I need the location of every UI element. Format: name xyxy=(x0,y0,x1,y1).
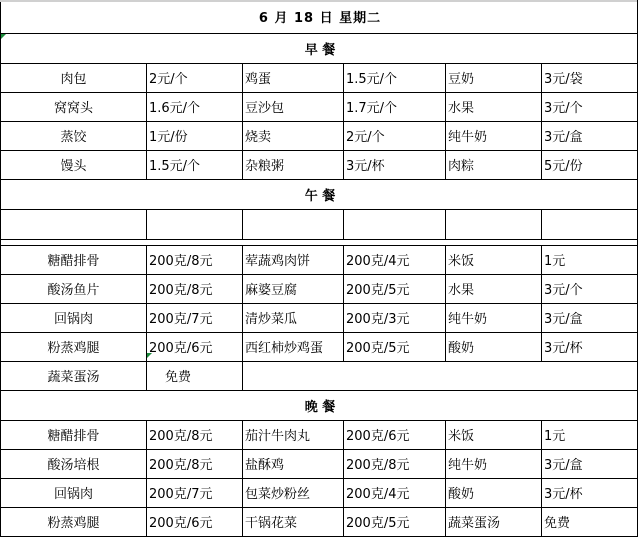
lunch-blank-item-price-0-3[interactable] xyxy=(344,209,446,239)
breakfast-item-price-3-3[interactable]: 3元/杯 xyxy=(344,150,446,179)
lunch-row-0 xyxy=(1,245,638,274)
lunch-item-price-3-3[interactable]: 200克/5元 xyxy=(344,332,446,361)
breakfast-item-name-1-2[interactable]: 豆沙包 xyxy=(243,92,344,121)
lunch-item-price-1-3[interactable]: 200克/5元 xyxy=(344,274,446,303)
dinner-item-name-2-2[interactable]: 包菜炒粉丝 xyxy=(243,478,344,507)
lunch-item-name-3-4[interactable]: 酸奶 xyxy=(446,332,542,361)
lunch-item-price-2-3[interactable]: 200克/3元 xyxy=(344,303,446,332)
lunch-blank-item-name-0-4[interactable] xyxy=(446,209,542,239)
dinner-item-name-1-2[interactable]: 盐酥鸡 xyxy=(243,449,344,478)
breakfast-item-name-1-4[interactable]: 水果 xyxy=(446,92,542,121)
dinner-item-price-3-5[interactable]: 免费 xyxy=(542,507,638,536)
breakfast-item-name-3-0[interactable]: 馒头 xyxy=(1,150,147,179)
breakfast-row-0 xyxy=(1,63,638,92)
lunch-item-price-0-1[interactable]: 200克/8元 xyxy=(147,245,243,274)
breakfast-item-name-0-0[interactable]: 肉包 xyxy=(1,63,147,92)
lunch-title[interactable]: 午 餐 xyxy=(1,179,638,209)
lunch-row-1 xyxy=(1,274,638,303)
breakfast-row-3 xyxy=(1,150,638,179)
breakfast-item-price-0-3[interactable]: 1.5元/个 xyxy=(344,63,446,92)
dinner-item-name-0-0[interactable]: 糖醋排骨 xyxy=(1,420,147,449)
lunch-item-price-1-1[interactable]: 200克/8元 xyxy=(147,274,243,303)
breakfast-item-name-2-4[interactable]: 纯牛奶 xyxy=(446,121,542,150)
lunch-item-price-0-3[interactable]: 200克/4元 xyxy=(344,245,446,274)
dinner-item-price-0-3[interactable]: 200克/6元 xyxy=(344,420,446,449)
lunch-item-name-0-0[interactable]: 糖醋排骨 xyxy=(1,245,147,274)
breakfast-item-name-0-2[interactable]: 鸡蛋 xyxy=(243,63,344,92)
lunch-blank-item-name-0-0[interactable] xyxy=(1,209,147,239)
lunch-item-name-2-0[interactable]: 回锅肉 xyxy=(1,303,147,332)
breakfast-item-name-3-2[interactable]: 杂粮粥 xyxy=(243,150,344,179)
dinner-row-3 xyxy=(1,507,638,536)
dinner-item-name-1-4[interactable]: 纯牛奶 xyxy=(446,449,542,478)
dinner-item-price-1-3[interactable]: 200克/8元 xyxy=(344,449,446,478)
lunch-soup-name[interactable]: 蔬菜蛋汤 xyxy=(1,361,147,390)
dinner-row-0 xyxy=(1,420,638,449)
breakfast-item-price-2-5[interactable]: 3元/盒 xyxy=(542,121,638,150)
breakfast-title[interactable]: 早 餐 xyxy=(1,33,638,63)
breakfast-item-price-2-3[interactable]: 2元/个 xyxy=(344,121,446,150)
dinner-item-price-0-5[interactable]: 1元 xyxy=(542,420,638,449)
dinner-title-row xyxy=(1,390,638,420)
breakfast-item-price-1-5[interactable]: 3元/个 xyxy=(542,92,638,121)
lunch-item-price-2-1[interactable]: 200克/7元 xyxy=(147,303,243,332)
breakfast-row-1 xyxy=(1,92,638,121)
lunch-item-name-1-2[interactable]: 麻婆豆腐 xyxy=(243,274,344,303)
lunch-blank-item-price-0-1[interactable] xyxy=(147,209,243,239)
lunch-item-name-3-0[interactable]: 粉蒸鸡腿 xyxy=(1,332,147,361)
dinner-item-price-3-3[interactable]: 200克/5元 xyxy=(344,507,446,536)
dinner-item-name-3-0[interactable]: 粉蒸鸡腿 xyxy=(1,507,147,536)
cell-marker-icon xyxy=(1,34,6,39)
dinner-item-price-2-3[interactable]: 200克/4元 xyxy=(344,478,446,507)
lunch-title-row xyxy=(1,179,638,209)
lunch-blank-item-name-0-2[interactable] xyxy=(243,209,344,239)
dinner-item-name-2-0[interactable]: 回锅肉 xyxy=(1,478,147,507)
dinner-item-price-2-5[interactable]: 3元/杯 xyxy=(542,478,638,507)
breakfast-row-2 xyxy=(1,121,638,150)
breakfast-item-name-3-4[interactable]: 肉粽 xyxy=(446,150,542,179)
dinner-item-name-0-4[interactable]: 米饭 xyxy=(446,420,542,449)
dinner-item-name-3-4[interactable]: 蔬菜蛋汤 xyxy=(446,507,542,536)
lunch-blank-item-price-0-5[interactable] xyxy=(542,209,638,239)
dinner-row-1 xyxy=(1,449,638,478)
lunch-item-name-1-0[interactable]: 酸汤鱼片 xyxy=(1,274,147,303)
dinner-row-2 xyxy=(1,478,638,507)
dinner-item-price-2-1[interactable]: 200克/7元 xyxy=(147,478,243,507)
dinner-item-name-1-0[interactable]: 酸汤培根 xyxy=(1,449,147,478)
lunch-row-3 xyxy=(1,332,638,361)
date-title[interactable]: 6 月 18 日 星期二 xyxy=(1,0,638,33)
breakfast-item-price-0-5[interactable]: 3元/袋 xyxy=(542,63,638,92)
lunch-soup-empty[interactable] xyxy=(243,361,638,390)
breakfast-item-price-1-3[interactable]: 1.7元/个 xyxy=(344,92,446,121)
breakfast-item-price-3-5[interactable]: 5元/份 xyxy=(542,150,638,179)
lunch-blank-row-0 xyxy=(1,209,638,239)
dinner-item-name-3-2[interactable]: 干锅花菜 xyxy=(243,507,344,536)
lunch-item-price-0-5[interactable]: 1元 xyxy=(542,245,638,274)
lunch-row-2 xyxy=(1,303,638,332)
breakfast-item-price-3-1[interactable]: 1.5元/个 xyxy=(147,150,243,179)
dinner-item-price-1-5[interactable]: 3元/盒 xyxy=(542,449,638,478)
breakfast-item-name-1-0[interactable]: 窝窝头 xyxy=(1,92,147,121)
breakfast-item-price-2-1[interactable]: 1元/份 xyxy=(147,121,243,150)
breakfast-item-name-2-0[interactable]: 蒸饺 xyxy=(1,121,147,150)
lunch-soup-price[interactable]: 免费 xyxy=(147,361,243,390)
dinner-item-name-0-2[interactable]: 茄汁牛肉丸 xyxy=(243,420,344,449)
dinner-item-price-0-1[interactable]: 200克/8元 xyxy=(147,420,243,449)
lunch-item-name-3-2[interactable]: 西红柿炒鸡蛋 xyxy=(243,332,344,361)
lunch-item-name-0-2[interactable]: 荤蔬鸡肉饼 xyxy=(243,245,344,274)
cell-marker-icon xyxy=(147,353,152,358)
lunch-item-name-2-2[interactable]: 清炒菜瓜 xyxy=(243,303,344,332)
breakfast-item-price-1-1[interactable]: 1.6元/个 xyxy=(147,92,243,121)
dinner-title[interactable]: 晚 餐 xyxy=(1,390,638,420)
dinner-item-price-3-1[interactable]: 200克/6元 xyxy=(147,507,243,536)
lunch-item-price-3-5[interactable]: 3元/杯 xyxy=(542,332,638,361)
lunch-soup-row xyxy=(1,361,638,390)
lunch-item-name-0-4[interactable]: 米饭 xyxy=(446,245,542,274)
breakfast-item-name-2-2[interactable]: 烧卖 xyxy=(243,121,344,150)
lunch-item-price-1-5[interactable]: 3元/个 xyxy=(542,274,638,303)
lunch-item-name-2-4[interactable]: 纯牛奶 xyxy=(446,303,542,332)
lunch-item-price-3-1[interactable]: 200克/6元 xyxy=(147,332,243,361)
top-gridline xyxy=(0,0,637,2)
breakfast-item-name-0-4[interactable]: 豆奶 xyxy=(446,63,542,92)
breakfast-item-price-0-1[interactable]: 2元/个 xyxy=(147,63,243,92)
lunch-item-name-1-4[interactable]: 水果 xyxy=(446,274,542,303)
lunch-item-price-2-5[interactable]: 3元/盒 xyxy=(542,303,638,332)
dinner-item-name-2-4[interactable]: 酸奶 xyxy=(446,478,542,507)
dinner-item-price-1-1[interactable]: 200克/8元 xyxy=(147,449,243,478)
